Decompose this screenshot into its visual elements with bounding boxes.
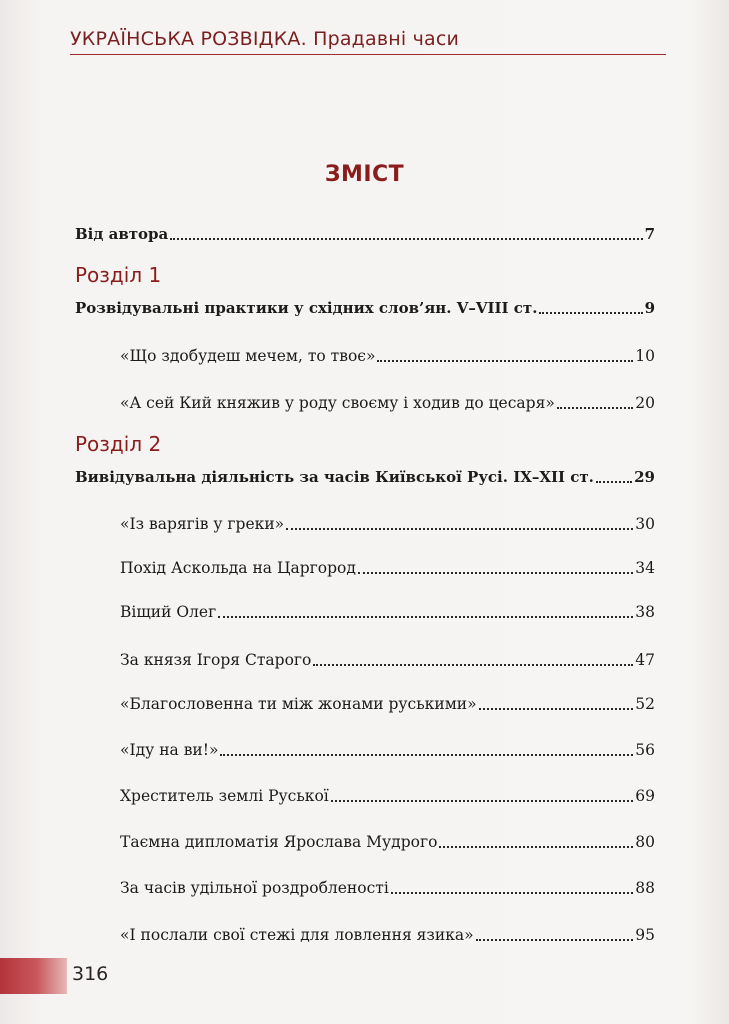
toc-entry-label: Таємна дипломатія Ярослава Мудрого <box>120 833 438 851</box>
toc-entry-page: 20 <box>635 394 655 412</box>
toc-leader-dots <box>476 939 634 941</box>
toc-leader-dots <box>377 360 633 362</box>
toc-entry-page: 95 <box>635 926 655 944</box>
toc-entry-page: 10 <box>635 347 655 365</box>
toc-leader-dots <box>391 892 633 894</box>
toc-entry[interactable] <box>120 878 655 898</box>
toc-entry-page: 7 <box>644 225 655 243</box>
toc-leader-dots <box>331 800 634 802</box>
toc-entry[interactable] <box>120 346 655 366</box>
toc-entry-label: Похід Аскольда на Царгород <box>120 559 356 577</box>
toc-entry-label: За князя Ігоря Старого <box>120 651 312 669</box>
toc-leader-dots <box>479 708 634 710</box>
toc-entry-label: «Що здобудеш мечем, то твоє» <box>120 347 376 365</box>
toc-leader-dots <box>539 312 642 314</box>
toc-entry-label: Віщий Олег <box>120 603 217 621</box>
toc-entry-label: Хреститель землі Руської <box>120 787 329 805</box>
toc-entry-label: Від автора <box>75 225 169 243</box>
toc-entry[interactable] <box>120 925 655 945</box>
section-title-2: Розділ 2 <box>75 432 162 456</box>
toc-entry[interactable] <box>120 514 655 534</box>
toc-entry-page: 9 <box>644 299 655 317</box>
toc-leader-dots <box>220 754 633 756</box>
toc-entry-label: «А сей Кий княжив у роду своєму і ходив до цесаря» <box>120 394 555 412</box>
toc-entry-label: «Із варягів у греки» <box>120 515 285 533</box>
running-header: УКРАЇНСЬКА РОЗВІДКА. Прадавні часи <box>70 28 460 50</box>
toc-entry-intro[interactable] <box>75 224 655 244</box>
toc-entry[interactable] <box>120 694 655 714</box>
page-number: 316 <box>72 963 109 985</box>
toc-entry-label: За часів удільної роздробленості <box>120 879 389 897</box>
toc-entry[interactable] <box>120 786 655 806</box>
toc-entry-section-2-heading[interactable] <box>75 467 655 487</box>
toc-entry[interactable] <box>120 740 655 760</box>
toc-entry-label: «Благословенна ти між жонами руськими» <box>120 695 477 713</box>
section-title-1: Розділ 1 <box>75 263 162 287</box>
toc-entry-page: 52 <box>635 695 655 713</box>
toc-entry-label: Вивідувальна діяльність за часів Київської Русі. IX–XII ст. <box>75 468 594 486</box>
toc-entry[interactable] <box>120 832 655 852</box>
toc-entry[interactable] <box>120 602 655 622</box>
toc-entry-label: «Іду на ви!» <box>120 741 219 759</box>
toc-entry-page: 29 <box>634 468 655 486</box>
toc-entry-page: 30 <box>635 515 655 533</box>
toc-entry[interactable] <box>120 650 655 670</box>
toc-leader-dots <box>170 238 642 240</box>
toc-leader-dots <box>557 407 633 409</box>
toc-entry-label: Розвідувальні практики у східних слов’ян. V–VIII ст. <box>75 299 538 317</box>
toc-leader-dots <box>596 481 632 483</box>
toc-leader-dots <box>358 572 633 574</box>
toc-leader-dots <box>286 528 633 530</box>
toc-leader-dots <box>439 846 633 848</box>
footer-color-band <box>0 958 67 994</box>
toc-entry[interactable] <box>120 558 655 578</box>
toc-entry-label: «І послали свої стежі для ловлення язика» <box>120 926 474 944</box>
toc-entry-page: 88 <box>635 879 655 897</box>
toc-entry-page: 80 <box>635 833 655 851</box>
toc-entry-page: 34 <box>635 559 655 577</box>
toc-entry-page: 38 <box>635 603 655 621</box>
toc-entry-section-1-heading[interactable] <box>75 298 655 318</box>
toc-title: ЗМІСТ <box>324 162 405 187</box>
toc-entry-page: 69 <box>635 787 655 805</box>
toc-leader-dots <box>218 616 633 618</box>
toc-leader-dots <box>313 664 633 666</box>
toc-entry-page: 56 <box>635 741 655 759</box>
toc-entry[interactable] <box>120 393 655 413</box>
toc-entry-page: 47 <box>635 651 655 669</box>
header-rule <box>70 54 666 55</box>
